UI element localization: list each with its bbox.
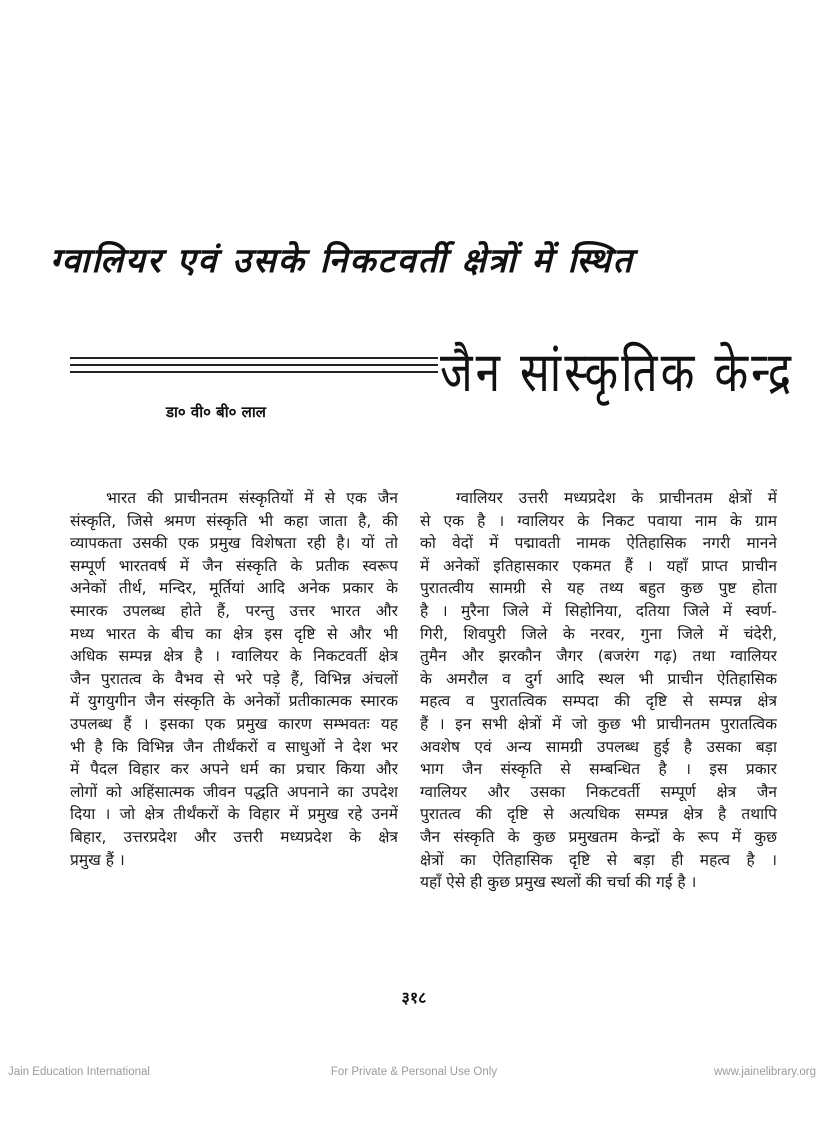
text-line: दिया । जो क्षेत्र तीर्थंकरों के विहार में प्रमुख रहे उनमें — [70, 805, 398, 824]
text-line: व्यापकता उसकी एक प्रमुख विशेषता रही है। यों तो — [70, 534, 398, 553]
text-line: मध्य भारत के बीच का क्षेत्र इस दृष्टि से और भी — [70, 624, 398, 643]
text-line: लोगों को अहिंसात्मक जीवन पद्धति अपनाने का उपदेश — [70, 782, 398, 801]
article-title-line2: जैन सांस्कृतिक केन्द्र — [440, 340, 795, 405]
text-line: जैन संस्कृति के कुछ प्रमुखतम केन्द्रों के रूप में कुछ — [420, 827, 777, 846]
text-line: पुरातत्वीय सामग्री से यह तथ्य बहुत कुछ पुष्ट होता — [420, 579, 777, 598]
text-line: क्षेत्रों का ऐतिहासिक दृष्टि से बड़ा ही महत्व है । — [420, 850, 777, 869]
text-line: भी है कि विभिन्न जैन तीर्थंकरों व साधुओं ने देश भर — [70, 737, 398, 756]
footer-website-link[interactable]: www.jainelibrary.org — [713, 1066, 816, 1078]
text-line: को वेदों में पद्मावती नामक ऐतिहासिक नगरी मानने — [420, 534, 777, 553]
text-line: संस्कृति, जिसे श्रमण संस्कृति भी कहा जाता है, की — [70, 511, 398, 530]
left-column — [70, 487, 398, 871]
text-line: हैं । इन सभी क्षेत्रों में जो कुछ भी प्राचीनतम पुरातत्विक — [420, 714, 777, 733]
right-column — [420, 487, 777, 894]
text-line: भारत की प्राचीनतम संस्कृतियों में से एक जैन — [106, 489, 398, 507]
page-number: ३१८ — [401, 988, 427, 1007]
text-line: अवशेष एवं अन्य सामग्री उपलब्ध हुई है उसका बड़ा — [420, 737, 777, 756]
text-line: भाग जैन संस्कृति से सम्बन्धित है । इस प्रकार — [420, 760, 777, 779]
author-byline: डा० वी० बी० लाल — [166, 403, 266, 421]
text-line: पुरातत्व की दृष्टि से अत्यधिक सम्पन्न क्षेत्र है तथापि — [420, 805, 777, 824]
text-line: ग्वालियर उत्तरी मध्यप्रदेश के प्राचीनतम क्षेत्रों में — [456, 489, 777, 507]
divider — [70, 364, 438, 366]
decorative-rules — [70, 357, 438, 378]
text-line: प्रमुख हैं । — [70, 850, 125, 869]
text-line: में अनेकों इतिहासकार एकमत हैं । यहाँ प्राप्त प्राचीन — [420, 556, 777, 575]
text-line: के अमरौल व दुर्ग आदि स्थल भी प्राचीन ऐतिहासिक — [420, 669, 777, 688]
text-line: यहाँ ऐसे ही कुछ प्रमुख स्थलों की चर्चा की गई है । — [420, 873, 697, 892]
text-line: स्मारक उपलब्ध होते हैं, परन्तु उत्तर भारत और — [70, 601, 398, 620]
divider — [70, 371, 438, 373]
text-line: है । मुरैना जिले में सिहोनिया, दतिया जिले में स्वर्ण- — [420, 601, 777, 620]
footer-usage-notice: For Private & Personal Use Only — [330, 1066, 498, 1078]
divider — [70, 357, 438, 359]
text-line: सम्पूर्ण भारतवर्ष में जैन संस्कृति के प्रतीक स्वरूप — [70, 556, 398, 575]
text-line: उपलब्ध हैं । इसका एक प्रमुख कारण सम्भवतः यह — [70, 714, 398, 733]
article-title-line1: ग्वालियर एवं उसके निकटवर्ती क्षेत्रों में स्थित — [50, 241, 634, 281]
text-line: अनेकों तीर्थ, मन्दिर, मूर्तियां आदि अनेक प्रकार के — [70, 579, 398, 598]
text-line: जैन पुरातत्व के वैभव से भरे पड़े हैं, विभिन्न अंचलों — [70, 669, 398, 688]
text-line: में युगयुगीन जैन संस्कृति के अनेकों प्रतीकात्मक स्मारक — [70, 692, 398, 711]
text-line: से एक है । ग्वालियर के निकट पवाया नाम के ग्राम — [420, 511, 777, 530]
text-line: महत्व व पुरातत्विक सम्पदा की दृष्टि से सम्पन्न क्षेत्र — [420, 692, 777, 711]
text-line: गिरी, शिवपुरी जिले के नरवर, गुना जिले में चंदेरी, — [420, 624, 777, 643]
text-line: बिहार, उत्तरप्रदेश और उत्तरी मध्यप्रदेश के क्षेत्र — [70, 827, 398, 846]
footer-publisher: Jain Education International — [8, 1066, 150, 1078]
text-line: अधिक सम्पन्न क्षेत्र है । ग्वालियर के निकटवर्ती क्षेत्र — [70, 647, 398, 666]
text-line: ग्वालियर और उसका निकटवर्ती सम्पूर्ण क्षेत्र जैन — [420, 782, 777, 801]
text-line: में पैदल विहार कर अपने धर्म का प्रचार किया और — [70, 760, 398, 779]
text-line: तुमैन और झरकौन जैगर (बजरंग गढ़) तथा ग्वालियर — [420, 647, 777, 666]
